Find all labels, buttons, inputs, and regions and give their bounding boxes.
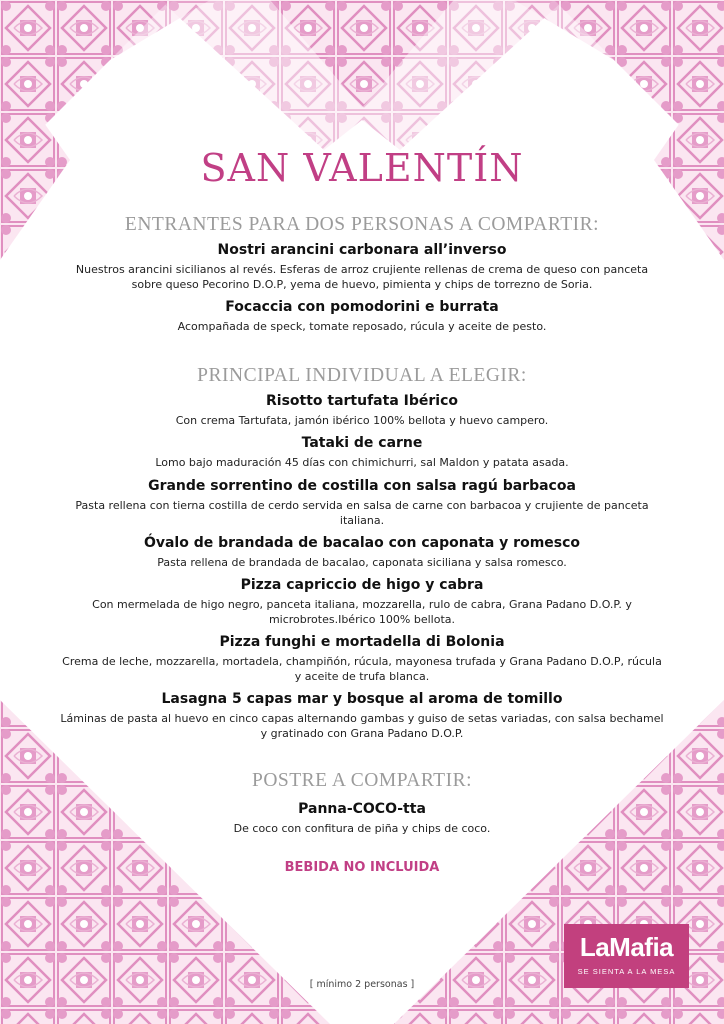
dish-name: Óvalo de brandada de bacalao con caponata y romesco bbox=[143, 535, 581, 551]
dish-description: Crema de leche, mozzarella, mortadela, champiñón, rúcula, mayonesa trufada y Grana Padano D.O.P, rúcula y aceite de trufa blanca. bbox=[62, 655, 662, 683]
dish-name: Panna-COCO-tta bbox=[298, 801, 426, 817]
lamafia-logo bbox=[564, 924, 689, 988]
dish-description: De coco con confitura de piña y chips de coco. bbox=[233, 822, 491, 835]
dish-name: Lasagna 5 capas mar y bosque al aroma de tomillo bbox=[161, 691, 563, 707]
dish-name: Tataki de carne bbox=[301, 435, 423, 451]
logo-wordmark: LaMafia bbox=[579, 932, 674, 962]
drinks-not-included-note: BEBIDA NO INCLUIDA bbox=[284, 860, 440, 875]
section-heading-starters: ENTRANTES PARA DOS PERSONAS A COMPARTIR: bbox=[124, 214, 600, 235]
dish-item bbox=[60, 800, 664, 836]
page-title: SAN VALENTÍN bbox=[200, 146, 524, 190]
dish-name: Nostri arancini carbonara all’inverso bbox=[217, 242, 507, 258]
dish-name: Focaccia con pomodorini e burrata bbox=[225, 299, 499, 315]
dish-item bbox=[60, 434, 664, 470]
logo-tagline: SE SIENTA A LA MESA bbox=[577, 967, 676, 976]
dish-item bbox=[60, 241, 664, 292]
dish-description: Pasta rellena con tierna costilla de cerdo servida en salsa de carne con barbacoa y crujiente de panceta italiana. bbox=[75, 499, 649, 527]
dish-name: Pizza capriccio de higo y cabra bbox=[240, 577, 484, 593]
dish-description: Lomo bajo maduración 45 días con chimichurri, sal Maldon y patata asada. bbox=[155, 456, 569, 469]
dish-item bbox=[60, 633, 664, 684]
dish-description: Con crema Tartufata, jamón ibérico 100% bellota y huevo campero. bbox=[175, 414, 549, 427]
dish-item bbox=[60, 690, 664, 741]
dish-item bbox=[60, 534, 664, 570]
dish-name: Pizza funghi e mortadella di Bolonia bbox=[219, 634, 505, 650]
section-heading-dessert: POSTRE A COMPARTIR: bbox=[251, 770, 472, 791]
dish-item bbox=[60, 392, 664, 428]
section-heading-mains: PRINCIPAL INDIVIDUAL A ELEGIR: bbox=[197, 365, 527, 386]
dish-item bbox=[60, 477, 664, 528]
dish-description: Láminas de pasta al huevo en cinco capas alternando gambas y guiso de setas variadas, con salsa bechamel y gratinado con Grana Padano D.O.P. bbox=[60, 712, 664, 740]
dish-item bbox=[60, 576, 664, 627]
dish-name: Grande sorrentino de costilla con salsa ragú barbacoa bbox=[148, 478, 576, 494]
dish-description: Acompañada de speck, tomate reposado, rúcula y aceite de pesto. bbox=[177, 320, 547, 333]
dish-description: Pasta rellena de brandada de bacalao, caponata siciliana y salsa romesco. bbox=[157, 556, 567, 569]
minimum-persons-note: [ mínimo 2 personas ] bbox=[309, 979, 415, 990]
dish-description: Con mermelada de higo negro, panceta italiana, mozzarella, rulo de cabra, Grana Padano D.O.P. y microbrotes.Ibérico 100% bellota. bbox=[92, 598, 632, 626]
dish-description: Nuestros arancini sicilianos al revés. Esferas de arroz crujiente rellenas de crema de queso con panceta sobre queso Pecorino D.O.P, yema de huevo, pimienta y chips de torrezno de Soria. bbox=[75, 263, 649, 291]
dish-name: Risotto tartufata Ibérico bbox=[265, 393, 458, 409]
dish-item bbox=[60, 298, 664, 334]
